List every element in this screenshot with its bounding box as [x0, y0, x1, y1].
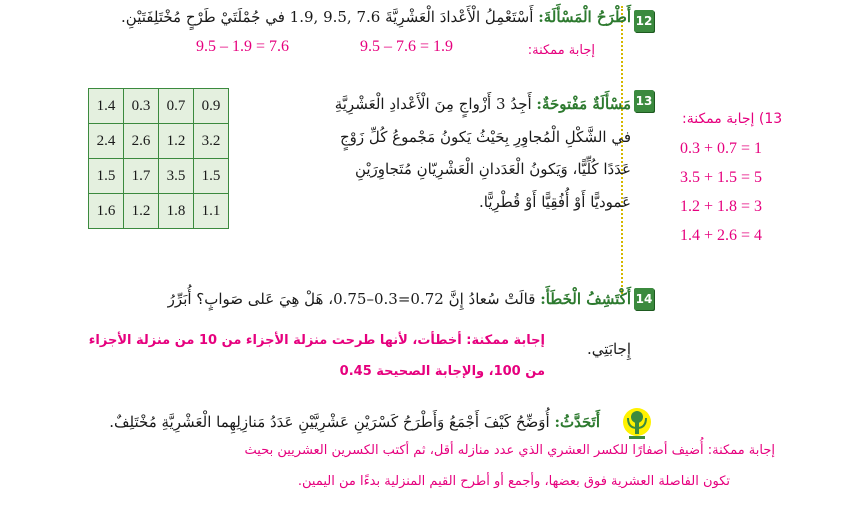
- question-12-answer-1: 9.5 – 7.6 = 1.9: [360, 38, 454, 55]
- question-13-line-1: [261, 95, 631, 113]
- grid-cell: 1.5: [194, 159, 229, 194]
- talk-text: [109, 413, 600, 431]
- question-13-answer: 0.3 + 0.7 = 1: [680, 140, 763, 157]
- question-13-answers: [680, 140, 762, 256]
- question-number-13: 13: [634, 90, 654, 112]
- talk-answer-line-1: إجابة ممكنة: أُضيف أصفارًا للكسر العشري الذي عدد منازله أقل، ثم أكتب الكسرين العشريين بحيث: [244, 443, 775, 458]
- grid-row: [89, 159, 229, 194]
- talk-title: أَتَحَدَّثُ:: [554, 413, 600, 431]
- question-14-title: أَكْتَشِفُ الْخَطَأَ:: [540, 290, 631, 308]
- grid-cell: 0.9: [194, 89, 229, 124]
- grid-row: [89, 194, 229, 229]
- talk-body: أُوَضِّحُ كَيْفَ أَجْمَعُ وَأَطْرَحُ كَسْرَيْنِ عَشْرِيَّيْنِ عَدَدُ مَنازِلِهِما الْعَشْرِيَّةِ مُخْتَلِفٌ.: [109, 413, 550, 431]
- talk-answer-line-2: تكون الفاصلة العشرية فوق بعضها، وأجمع أو أطرح القيم المنزلية بدءًا من اليمين.: [297, 474, 730, 489]
- grid-cell: 1.6: [89, 194, 124, 229]
- microphone-icon: [617, 406, 651, 444]
- grid-cell: 3.5: [159, 159, 194, 194]
- grid-cell: 0.3: [124, 89, 159, 124]
- question-number-14: 14: [634, 288, 654, 310]
- question-12-text: [91, 8, 631, 26]
- grid-cell: 1.4: [89, 89, 124, 124]
- question-number-12: 12: [634, 10, 654, 32]
- grid-cell: 2.6: [124, 124, 159, 159]
- question-13-line-1-text: أَجِدُ 3 أَزْواجٍ مِنَ الْأَعْدادِ الْعَشْرِيَّةِ: [334, 95, 532, 113]
- grid-cell: 3.2: [194, 124, 229, 159]
- question-13-line-2: في الشَّكْلِ الْمُجاوِرِ بِحَيْثُ يَكونُ مَجْموعُ كُلِّ زَوْجٍ: [339, 128, 631, 146]
- question-12-body: أَسْتَعْمِلُ الْأَعْدادَ الْعَشْرِيَّةَ 7.6 ,9.5 ,1.9 في جُمْلَتَيْ طَرْحٍ مُخْتَلِفَتَيْنِ.: [121, 8, 534, 26]
- grid-cell: 1.2: [124, 194, 159, 229]
- question-12-answer-label: إجابة ممكنة:: [527, 43, 595, 58]
- question-14-answer-line-2: من 100، والإجابة الصحيحة 0.45: [339, 364, 545, 379]
- question-13-answer: 3.5 + 1.5 = 5: [680, 169, 763, 186]
- question-12-title: أَطْرَحُ الْمَسْأَلَةَ:: [538, 8, 631, 26]
- question-13-answer-label: 13) إجابة ممكنة:: [682, 111, 783, 127]
- grid-cell: 1.5: [89, 159, 124, 194]
- question-13-answer: 1.4 + 2.6 = 4: [680, 227, 763, 244]
- decimal-grid: [88, 88, 229, 229]
- question-13-line-3: عَدَدًا كُلِّيًّا، وَيَكونُ الْعَدَدانِ الْعَشْرِيّانِ مُتَجاوِرَيْنِ: [354, 160, 631, 178]
- grid-row: [89, 124, 229, 159]
- grid-cell: 1.7: [124, 159, 159, 194]
- grid-cell: 1.2: [159, 124, 194, 159]
- question-13-title: مَسْأَلَةٌ مَفْتوحَةٌ:: [536, 95, 631, 113]
- question-14-body: قالَتْ سُعادُ إِنَّ 0.72=0.3–0.75، هَلْ هِيَ عَلى صَوابٍ؟ أُبَرِّرُ: [167, 290, 536, 308]
- question-14-text-2: إِجابَتِي.: [587, 340, 631, 358]
- margin-dotted-line: [621, 6, 623, 294]
- question-12-answer-2: 9.5 – 1.9 = 7.6: [196, 38, 290, 55]
- question-14-answer-line-1: إجابة ممكنة: أخطأت، لأنها طرحت منزلة الأجزاء من 10 من منزلة الأجزاء: [88, 333, 545, 348]
- grid-cell: 0.7: [159, 89, 194, 124]
- question-14-text: [168, 290, 631, 308]
- grid-row: [89, 89, 229, 124]
- grid-cell: 1.1: [194, 194, 229, 229]
- grid-cell: 1.8: [159, 194, 194, 229]
- question-13-line-4: عَموديًّا أَوْ أُفُقِيًّا أَوْ قُطْرِيًّا.: [479, 193, 631, 211]
- question-13-answer: 1.2 + 1.8 = 3: [680, 198, 763, 215]
- grid-cell: 2.4: [89, 124, 124, 159]
